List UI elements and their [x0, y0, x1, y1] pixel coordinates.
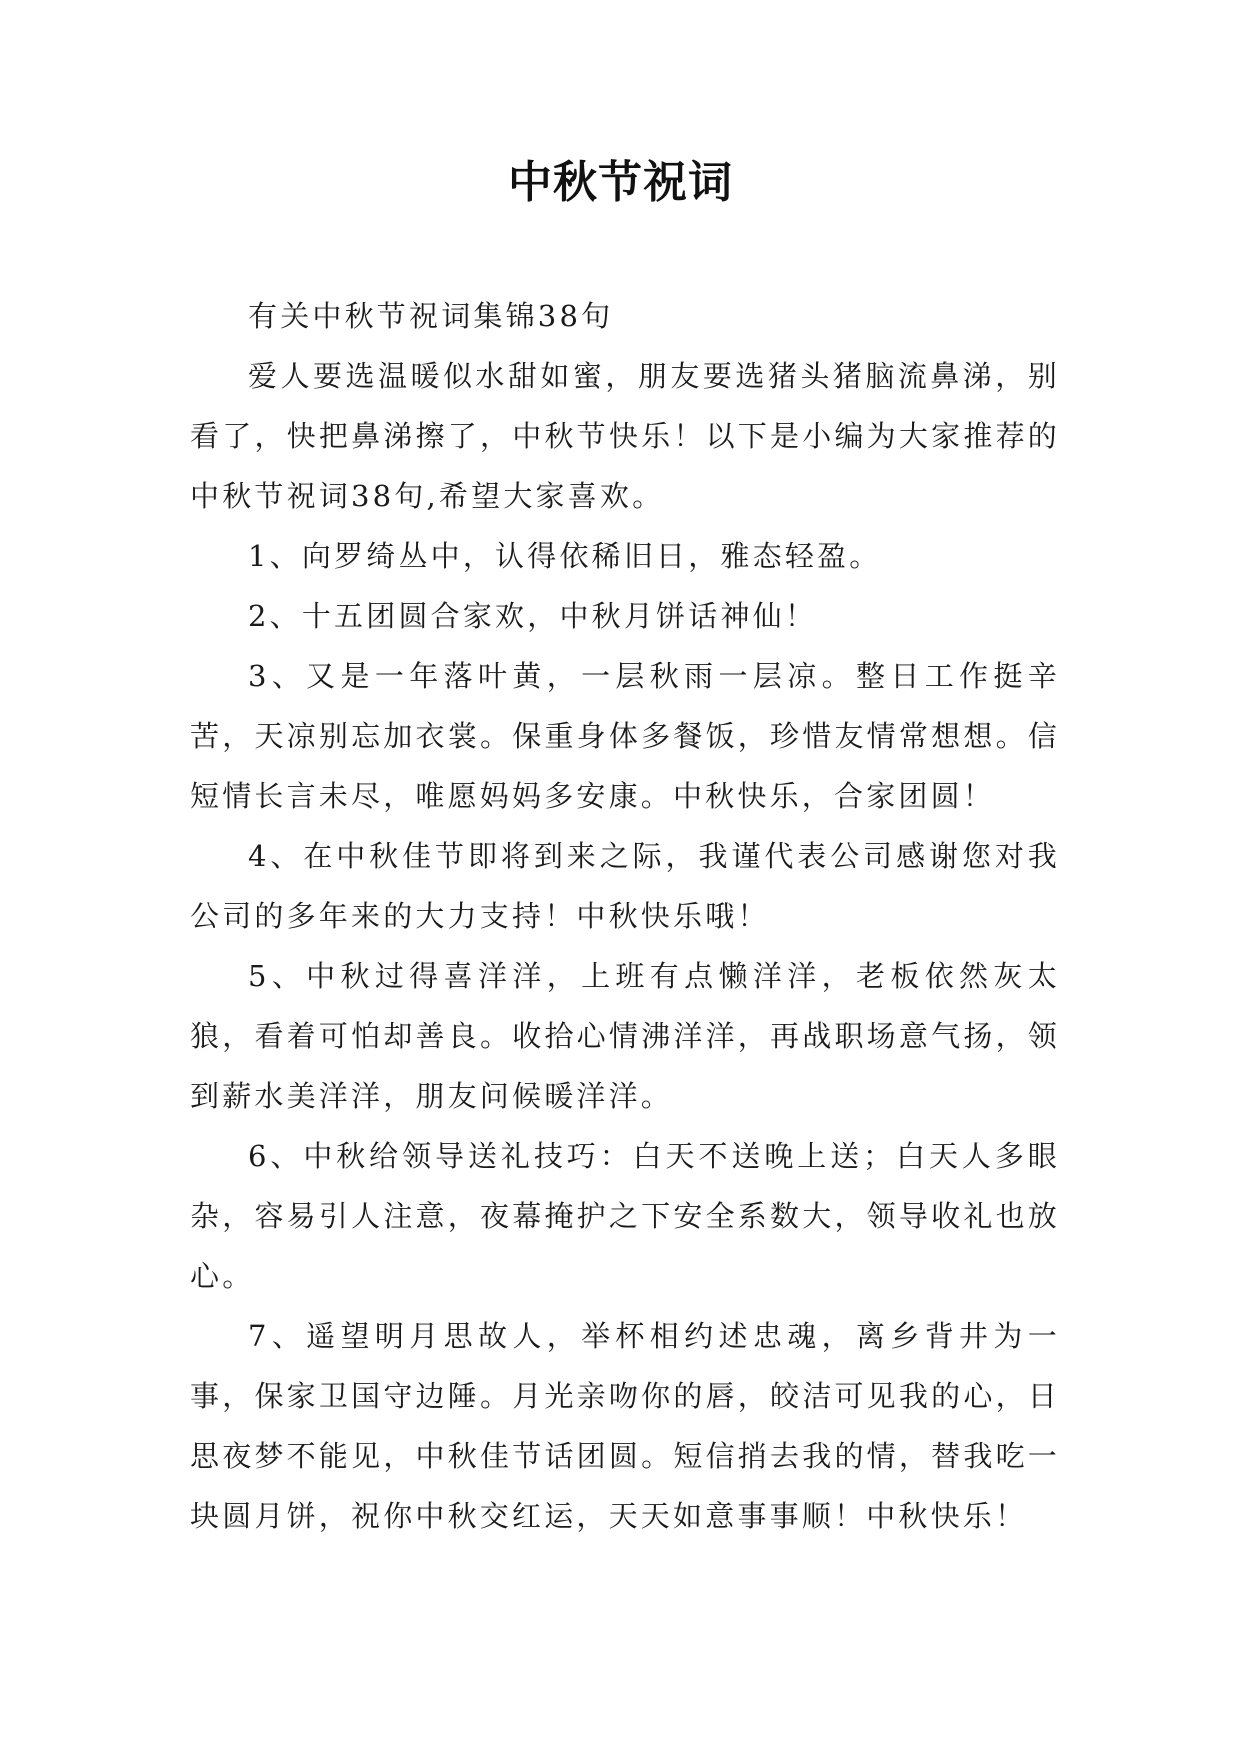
document-body: [190, 286, 1060, 1546]
paragraph-subtitle: 有关中秋节祝词集锦38句: [248, 299, 614, 333]
paragraph-item-5: 5、中秋过得喜洋洋，上班有点懒洋洋，老板依然灰太狼，看着可怕却善良。收拾心情沸洋洋，再战职场意气扬，领到薪水美洋洋，朋友问候暖洋洋。: [190, 959, 1060, 1113]
paragraph-item-2: 2、十五团圆合家欢，中秋月饼话神仙！: [248, 599, 818, 633]
paragraph-item-3: 3、又是一年落叶黄，一层秋雨一层凉。整日工作挺辛苦，天凉别忘加衣裳。保重身体多餐饭，珍惜友情常想想。信短情长言未尽，唯愿妈妈多安康。中秋快乐，合家团圆！: [190, 659, 1060, 813]
paragraph-item-7: 7、遥望明月思故人，举杯相约述忠魂，离乡背井为一事，保家卫国守边陲。月光亲吻你的唇，皎洁可见我的心，日思夜梦不能见，中秋佳节话团圆。短信捎去我的情，替我吃一块圆月饼，祝你中秋交红运，天天如意事事顺！中秋快乐！: [190, 1319, 1060, 1533]
paragraph-item-4: 4、在中秋佳节即将到来之际，我谨代表公司感谢您对我公司的多年来的大力支持！中秋快乐哦！: [190, 839, 1060, 933]
paragraph-item-1: 1、向罗绮丛中，认得依稀旧日，雅态轻盈。: [248, 539, 882, 573]
paragraph-item-6: 6、中秋给领导送礼技巧：白天不送晚上送；白天人多眼杂，容易引人注意，夜幕掩护之下安全系数大，领导收礼也放心。: [190, 1139, 1060, 1293]
paragraph-intro: 爱人要选温暖似水甜如蜜，朋友要选猪头猪脑流鼻涕，别看了，快把鼻涕擦了，中秋节快乐！以下是小编为大家推荐的中秋节祝词38句,希望大家喜欢。: [190, 359, 1060, 513]
document-title: 中秋节祝词: [508, 157, 733, 208]
